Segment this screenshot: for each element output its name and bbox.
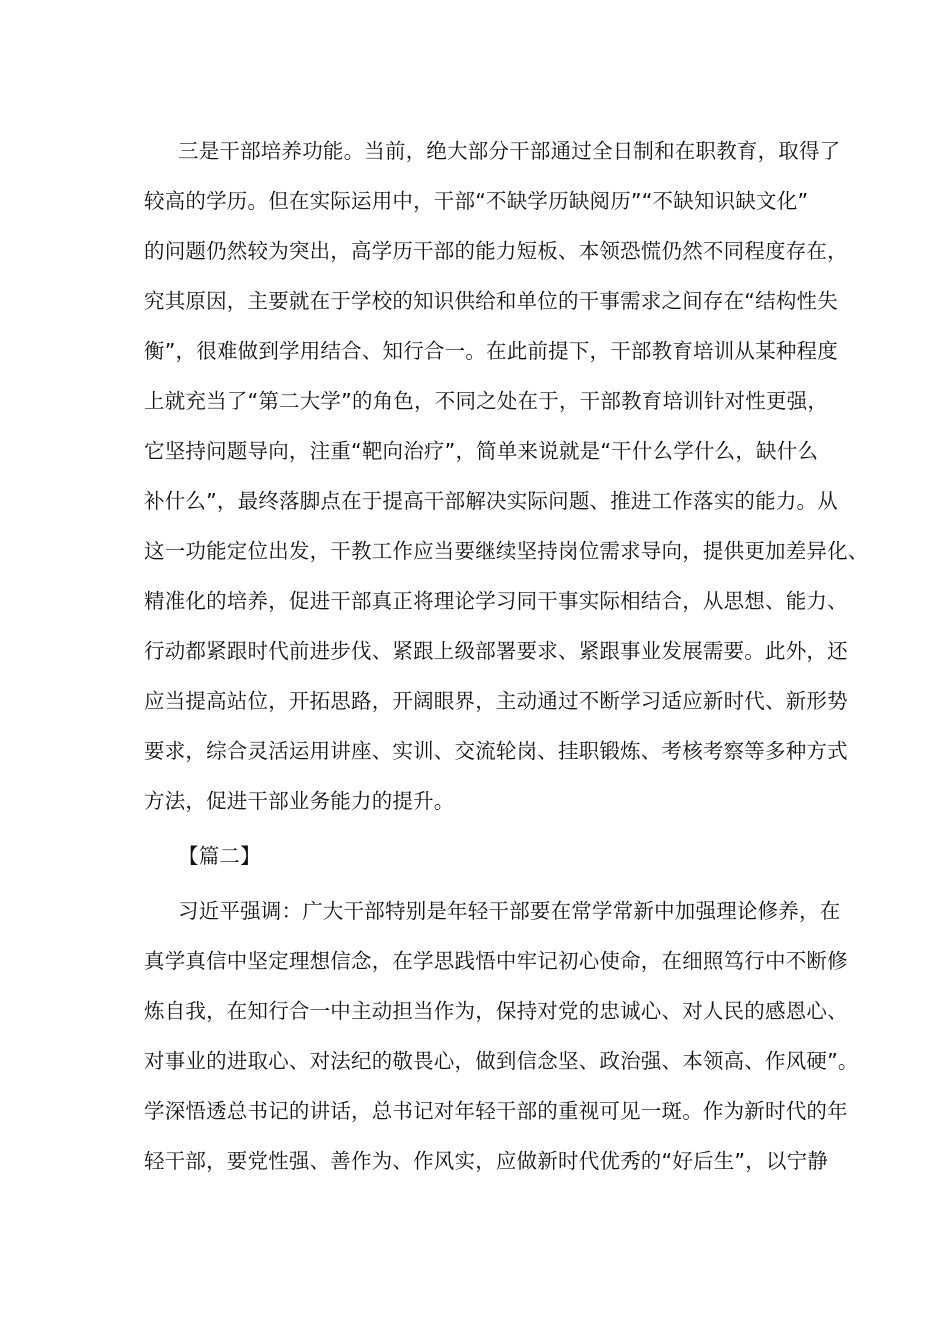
text-line: 学深悟透总书记的讲话，总书记对年轻干部的重视可见一斑。作为新时代的年 — [144, 1099, 848, 1123]
section-heading: 【篇二】 — [178, 844, 261, 868]
text-line: 炼自我，在知行合一中主动担当作为，保持对党的忠诚心、对人民的感恩心、 — [144, 999, 848, 1023]
text-line: 方法，促进干部业务能力的提升。 — [144, 789, 455, 813]
text-line: 轻干部，要党性强、善作为、作风实，应做新时代优秀的“好后生”，以宁静 — [144, 1149, 829, 1173]
text-line: 补什么”，最终落脚点在于提高干部解决实际问题、推进工作落实的能力。从 — [144, 489, 838, 513]
text-line: 的问题仍然较为突出，高学历干部的能力短板、本领恐慌仍然不同程度存在， — [144, 239, 848, 263]
text-line: 较高的学历。但在实际运用中，干部“不缺学历缺阅历”“不缺知识缺文化” — [144, 189, 809, 213]
text-line: 三是干部培养功能。当前，绝大部分干部通过全日制和在职教育，取得了 — [178, 139, 841, 163]
text-line: 精准化的培养，促进干部真正将理论学习同干事实际相结合，从思想、能力、 — [144, 589, 848, 613]
text-line: 对事业的进取心、对法纪的敬畏心，做到信念坚、政治强、本领高、作风硬”。 — [144, 1049, 859, 1073]
text-line: 行动都紧跟时代前进步伐、紧跟上级部署要求、紧跟事业发展需要。此外，还 — [144, 639, 848, 663]
text-line: 习近平强调：广大干部特别是年轻干部要在常学常新中加强理论修养，在 — [178, 899, 841, 923]
text-line: 上就充当了“第二大学”的角色，不同之处在于，干部教育培训针对性更强， — [144, 389, 829, 413]
text-line: 这一功能定位出发，干教工作应当要继续坚持岗位需求导向，提供更加差异化、 — [144, 539, 869, 563]
text-line: 它坚持问题导向，注重“靶向治疗”，简单来说就是“干什么学什么，缺什么 — [144, 439, 819, 463]
text-line: 衡”，很难做到学用结合、知行合一。在此前提下，干部教育培训从某种程度 — [144, 339, 838, 363]
text-line: 应当提高站位，开拓思路，开阔眼界，主动通过不断学习适应新时代、新形势 — [144, 689, 848, 713]
text-line: 真学真信中坚定理想信念，在学思践悟中牢记初心使命，在细照笃行中不断修 — [144, 949, 848, 973]
text-line: 要求，综合灵活运用讲座、实训、交流轮岗、挂职锻炼、考核考察等多种方式 — [144, 739, 848, 763]
text-line: 究其原因，主要就在于学校的知识供给和单位的干事需求之间存在“结构性失 — [144, 289, 838, 313]
